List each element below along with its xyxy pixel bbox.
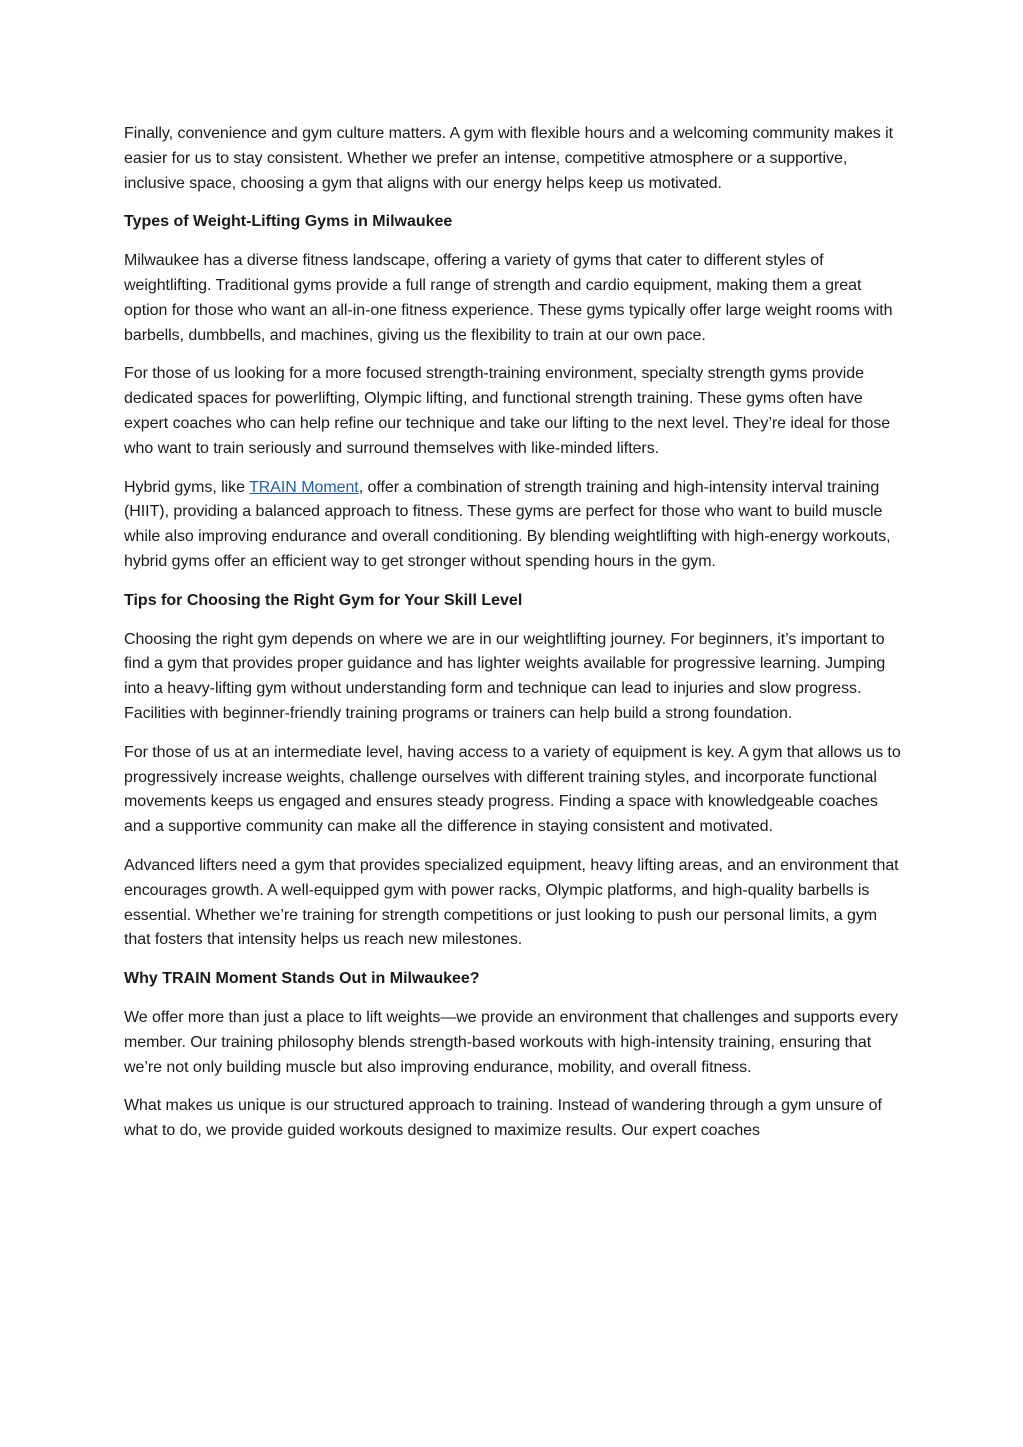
paragraph-hybrid-gyms [124, 476, 904, 575]
paragraph-beginners: Choosing the right gym depends on where we are in our weightlifting journey. For beginners, it’s important to find a gym that provides proper guidance and has lighter weights available for progressive learning. Jumping into a heavy-lifting gym without understanding form and technique can lead to injuries and slow progress. Facilities with beginner-friendly training programs or trainers can help build a strong foundation. [124, 630, 886, 722]
paragraph-specialty-gyms: For those of us looking for a more focused strength-training environment, specialty strength gyms provide dedicated spaces for powerlifting, Olympic lifting, and functional strength training. These gyms often have expert coaches who can help refine our technique and take our lifting to the next level. They’re ideal for those who want to train seriously and surround themselves with like-minded lifters. [124, 365, 891, 457]
heading-tips-skill-level: Tips for Choosing the Right Gym for Your Skill Level [124, 591, 523, 609]
hybrid-text-after: , offer a combination of strength training and high-intensity interval training (HIIT), providing a balanced approach to fitness. These gyms are perfect for those who want to build muscle while also improving endurance and overall conditioning. By blending weightlifting with high-energy workouts, hybrid gyms offer an efficient way to get stronger without spending hours in the gym. [124, 478, 891, 570]
train-moment-link[interactable]: TRAIN Moment [249, 478, 359, 496]
heading-why-train-moment: Why TRAIN Moment Stands Out in Milwaukee? [124, 970, 480, 988]
paragraph-milwaukee-landscape: Milwaukee has a diverse fitness landscape, offering a variety of gyms that cater to different styles of weightlifting. Traditional gyms provide a full range of strength and cardio equipment, making them a great option for those who want an all-in-one fitness experience. These gyms typically offer large weight rooms with barbells, dumbbells, and machines, giving us the flexibility to train at our own pace. [124, 252, 893, 344]
paragraph-intermediate: For those of us at an intermediate level, having access to a variety of equipment is key. A gym that allows us to progressively increase weights, challenge ourselves with different training styles, and incorporate functional movements keeps us engaged and ensures steady progress. Finding a space with knowledgeable coaches and a supportive community can make all the difference in staying consistent and motivated. [124, 743, 901, 836]
paragraph-we-offer: We offer more than just a place to lift weights—we provide an environment that challenges and supports every member. Our training philosophy blends strength-based workouts with high-intensity training, ensuring that we’re not only building muscle but also improving endurance, mobility, and overall fitness. [124, 1008, 898, 1076]
heading-types-of-gyms: Types of Weight-Lifting Gyms in Milwaukee [124, 213, 453, 231]
hybrid-text-before: Hybrid gyms, like [124, 478, 250, 496]
paragraph-unique-approach: What makes us unique is our structured approach to training. Instead of wandering through a gym unsure of what to do, we provide guided workouts designed to maximize results. Our expert coaches [124, 1097, 882, 1140]
paragraph-advanced: Advanced lifters need a gym that provides specialized equipment, heavy lifting areas, and an environment that encourages growth. A well-equipped gym with power racks, Olympic platforms, and high-quality barbells is essential. Whether we’re training for strength competitions or just looking to push our personal limits, a gym that fosters that intensity helps us reach new milestones. [124, 856, 899, 949]
document-page [124, 122, 904, 1158]
paragraph-convenience: Finally, convenience and gym culture matters. A gym with flexible hours and a welcoming community makes it easier for us to stay consistent. Whether we prefer an intense, competitive atmosphere or a supportive, inclusive space, choosing a gym that aligns with our energy helps keep us motivated. [124, 125, 893, 192]
